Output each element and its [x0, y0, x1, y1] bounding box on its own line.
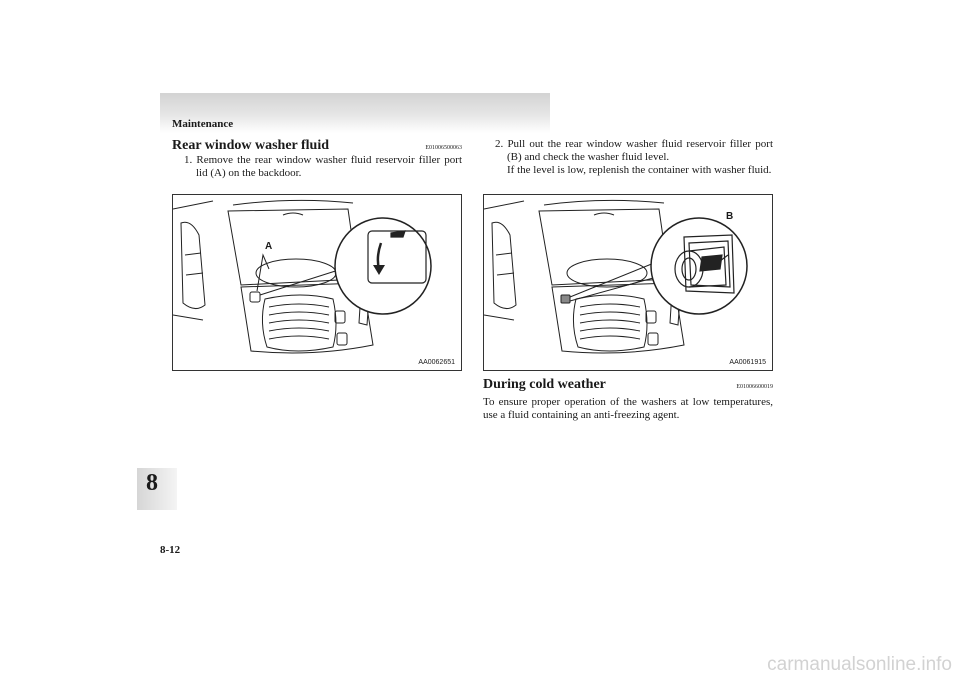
rear-washer-heading: Rear window washer fluid: [172, 138, 330, 153]
step-2-section: [483, 138, 773, 177]
step-2-text-2: If the level is low, replenish the container with washer fluid.: [507, 164, 772, 176]
step-2-text: Pull out the rear window washer fluid reservoir filler port (B) and check the washer fluid level.: [507, 138, 773, 163]
figure-filler-port: [483, 194, 773, 371]
figure-left-code: AA0062651: [418, 359, 455, 366]
figure-right-code: AA0061915: [729, 359, 766, 366]
watermark: carmanualsonline.info: [767, 654, 952, 675]
figure-filler-lid: [172, 194, 462, 371]
step-2: [483, 138, 773, 177]
chapter-number: 8: [146, 470, 158, 496]
cold-weather-text: To ensure proper operation of the washers at low temperatures, use a fluid containing an anti-freezing agent.: [483, 396, 773, 421]
rear-washer-code: E01006500063: [425, 145, 462, 151]
backdoor-illustration: [173, 195, 461, 370]
callout-a: A: [265, 241, 273, 252]
rear-washer-section: [172, 138, 462, 180]
section-header: Maintenance: [172, 118, 234, 130]
step-1-text: Remove the rear window washer fluid reservoir filler port lid (A) on the backdoor.: [196, 154, 463, 179]
cold-weather-code: E01006600019: [736, 384, 773, 390]
page-number: 8-12: [160, 544, 181, 556]
step-1-number: 1.: [184, 154, 193, 166]
cold-weather-heading: During cold weather: [483, 377, 606, 392]
callout-b: B: [726, 211, 734, 222]
step-1: [172, 154, 462, 180]
step-2-number: 2.: [495, 138, 504, 150]
cold-weather-section: [483, 377, 773, 422]
